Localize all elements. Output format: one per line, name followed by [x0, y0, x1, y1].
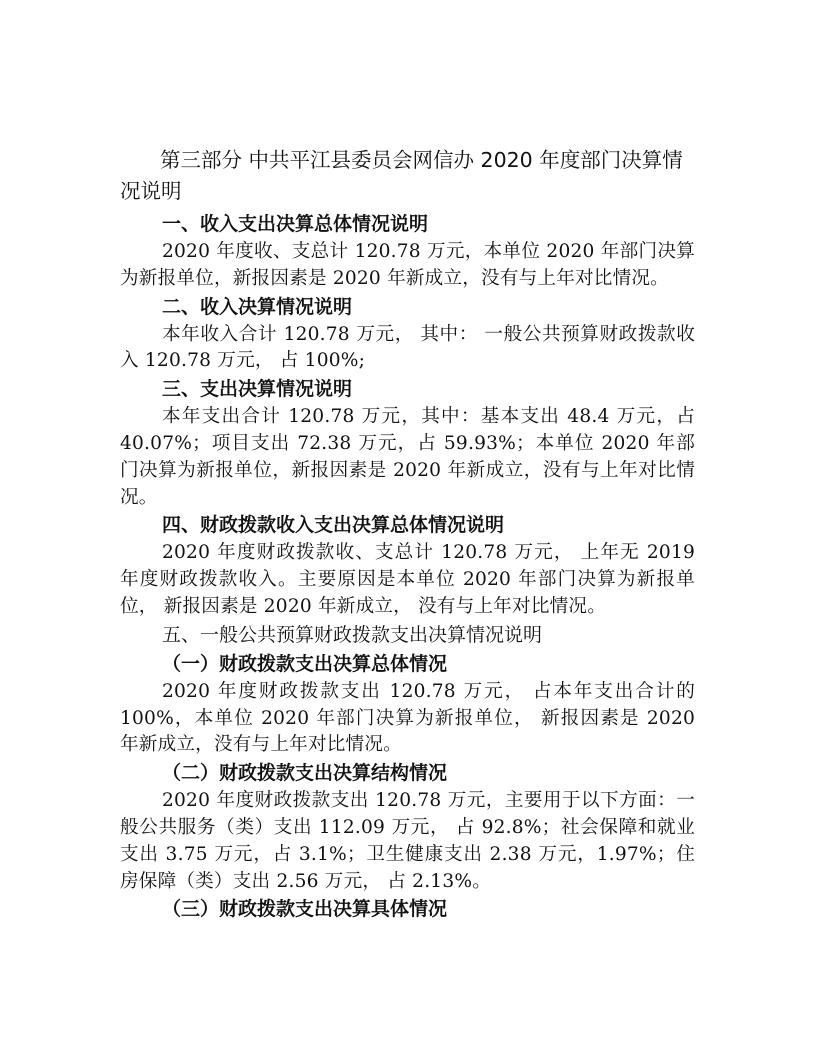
section-heading-5: 五、一般公共预算财政拨款支出决算情况说明 [162, 623, 543, 646]
subsection-heading-5-1: （一）财政拨款支出决算总体情况 [162, 652, 448, 675]
section-3-paragraph: 本年支出合计 120.78 万元，其中：基本支出 48.4 万元，占 40.07%；项目支出 72.38 万元，占 59.93%；本单位 2020 年部门决算为新报单位，新报因素是 2020 年新成立，没有与上年对比情况。 [120, 406, 695, 508]
subsection-heading-5-3: （三）财政拨款支出决算具体情况 [162, 898, 448, 921]
subsection-5-1-paragraph: 2020 年度财政拨款支出 120.78 万元， 占本年支出合计的 100%，本单位 2020 年部门决算为新报单位， 新报因素是 2020 年新成立，没有与上年对比情况。 [120, 680, 695, 756]
section-4-paragraph: 2020 年度财政拨款收、支总计 120.78 万元， 上年无 2019 年度财政拨款收入。主要原因是本单位 2020 年部门决算为新报单位， 新报因素是 2020 年新成立， 没有与上年对比情况。 [120, 542, 695, 617]
section-1-paragraph: 2020 年度收、支总计 120.78 万元，本单位 2020 年部门决算为新报单位，新报因素是 2020 年新成立，没有与上年对比情况。 [120, 241, 695, 289]
subsection-heading-5-2: （二）财政拨款支出决算结构情况 [162, 762, 448, 785]
subsection-5-2-paragraph: 2020 年度财政拨款支出 120.78 万元，主要用于以下方面：一般公共服务（类）支出 112.09 万元， 占 92.8%；社会保障和就业支出 3.75 万元，占 3.1%；卫生健康支出 2.38 万元，1.97%；住房保障（类）支出 2.56 万元， 占 2.13%。 [120, 790, 695, 892]
document-title: 第三部分 中共平江县委员会网信办 2020 年度部门决算情况说明 [120, 148, 683, 203]
document-body [120, 145, 695, 924]
section-heading-3: 三、支出决算情况说明 [162, 378, 353, 401]
section-heading-1: 一、收入支出决算总体情况说明 [162, 213, 429, 235]
section-heading-2: 二、收入决算情况说明 [162, 295, 353, 318]
section-heading-4: 四、财政拨款收入支出决算总体情况说明 [162, 514, 505, 537]
section-2-paragraph: 本年收入合计 120.78 万元， 其中： 一般公共预算财政拨款收入 120.78 万元， 占 100%; [120, 323, 695, 372]
